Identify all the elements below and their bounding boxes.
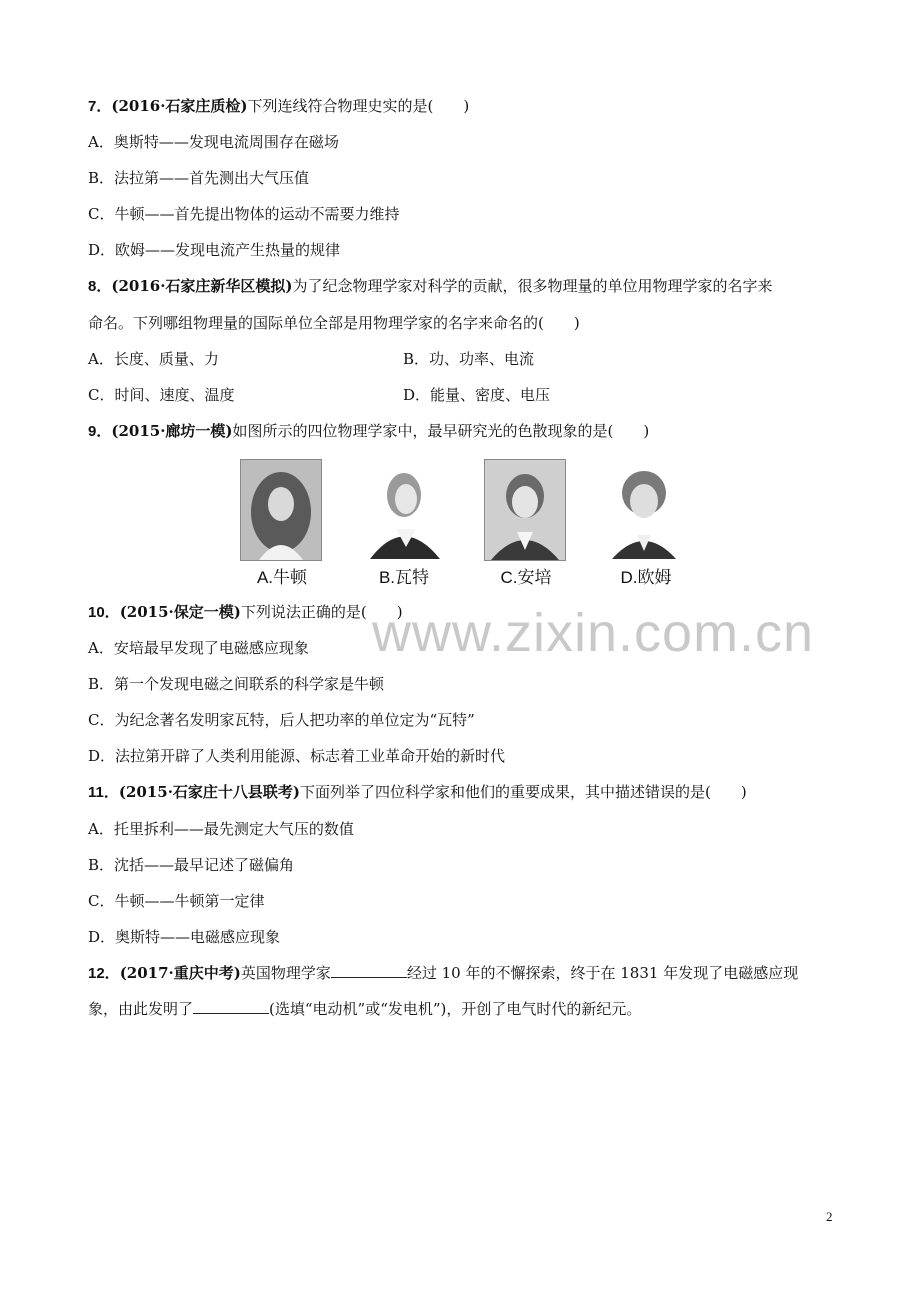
q8-option-c: C．时间、速度、温度: [88, 386, 235, 404]
figure-c-caption: C.安培: [500, 568, 552, 587]
q11-option-b: B．沈括——最早记述了磁偏角: [88, 856, 295, 874]
q12-text-d: (选填“电动机”或“发电机”)，开创了电气时代的新纪元。: [269, 1000, 642, 1018]
q9-number: 9．: [88, 423, 112, 440]
q12-text-a: 英国物理学家: [240, 964, 331, 982]
figure-newton: [240, 459, 324, 587]
q12-source: (2017·重庆中考): [119, 964, 241, 982]
q8-option-b: B．功、功率、电流: [403, 350, 535, 368]
ohm-portrait-image: [604, 459, 684, 559]
q11-text: 下面列举了四位科学家和他们的重要成果，其中描述错误的是( ): [300, 783, 747, 801]
figure-a-caption: A.牛顿: [256, 568, 308, 587]
q11-option-c: C．牛顿——牛顿第一定律: [88, 892, 265, 910]
q8-source: (2016·石家庄新华区模拟): [111, 277, 293, 295]
q11-number: 11．: [88, 784, 119, 801]
q7-option-a: A．奥斯特——发现电流周围存在磁场: [88, 133, 339, 151]
q7-text: 下列连线符合物理史实的是( ): [247, 97, 470, 115]
q10-stem: [88, 602, 403, 623]
q8-text-continued: 命名。下列哪组物理量的国际单位全部是用物理学家的名字来命名的( ): [88, 314, 580, 332]
q7-number: 7．: [88, 98, 112, 115]
watt-portrait-image: [362, 459, 442, 559]
q10-option-a: A．安培最早发现了电磁感应现象: [88, 639, 309, 657]
figure-watt: [362, 459, 446, 587]
q12-text-b: 经过 10 年的不懈探索，终于在 1831 年发现了电磁感应现: [406, 964, 799, 982]
q11-stem: [88, 782, 747, 803]
ampere-portrait-image: [484, 459, 566, 561]
q7-source: (2016·石家庄质检): [111, 97, 248, 115]
q8-stem: [88, 276, 773, 297]
figure-b-caption: B.瓦特: [378, 568, 430, 587]
q8-option-d: D．能量、密度、电压: [403, 386, 551, 404]
q8-option-row-1: [88, 349, 535, 369]
q9-figure-row: [236, 459, 686, 589]
q12-stem-continued: [88, 999, 641, 1019]
q8-number: 8．: [88, 278, 112, 295]
q8-text: 为了纪念物理学家对科学的贡献，很多物理量的单位用物理学家的名字来: [292, 277, 773, 295]
q7-stem: [88, 96, 469, 117]
q11-option-a: A．托里拆利——最先测定大气压的数值: [88, 820, 354, 838]
q8-option-a: A．长度、质量、力: [88, 350, 219, 368]
q9-source: (2015·廊坊一模): [111, 422, 233, 440]
q10-option-d: D．法拉第开辟了人类利用能源、标志着工业革命开始的新时代: [88, 747, 506, 765]
q10-source: (2015·保定一模): [119, 603, 241, 621]
q12-blank-1[interactable]: [331, 963, 407, 978]
q7-option-b: B．法拉第——首先测出大气压值: [88, 169, 310, 187]
q10-text: 下列说法正确的是( ): [240, 603, 403, 621]
q11-option-d: D．奥斯特——电磁感应现象: [88, 928, 281, 946]
q9-text: 如图所示的四位物理学家中，最早研究光的色散现象的是( ): [232, 422, 650, 440]
q10-option-c: C．为纪念著名发明家瓦特，后人把功率的单位定为“瓦特”: [88, 711, 475, 729]
q7-option-c: C．牛顿——首先提出物体的运动不需要力维持: [88, 205, 400, 223]
q12-number: 12．: [88, 965, 120, 982]
q12-blank-2[interactable]: [193, 999, 269, 1014]
q10-option-b: B．第一个发现电磁之间联系的科学家是牛顿: [88, 675, 385, 693]
watermark-text: www.zixin.com.cn: [372, 603, 815, 663]
q8-option-row-2: [88, 385, 551, 405]
page-number: 2: [826, 1209, 833, 1224]
q10-number: 10．: [88, 604, 120, 621]
q9-stem: [88, 421, 649, 442]
q12-text-c: 象，由此发明了: [88, 1000, 194, 1018]
figure-ohm: [604, 459, 688, 587]
q11-source: (2015·石家庄十八县联考): [118, 783, 301, 801]
q7-option-d: D．欧姆——发现电流产生热量的规律: [88, 241, 341, 259]
figure-ampere: [484, 459, 568, 587]
q12-stem: [88, 963, 798, 984]
newton-portrait-image: [240, 459, 322, 561]
figure-d-caption: D.欧姆: [620, 568, 672, 587]
